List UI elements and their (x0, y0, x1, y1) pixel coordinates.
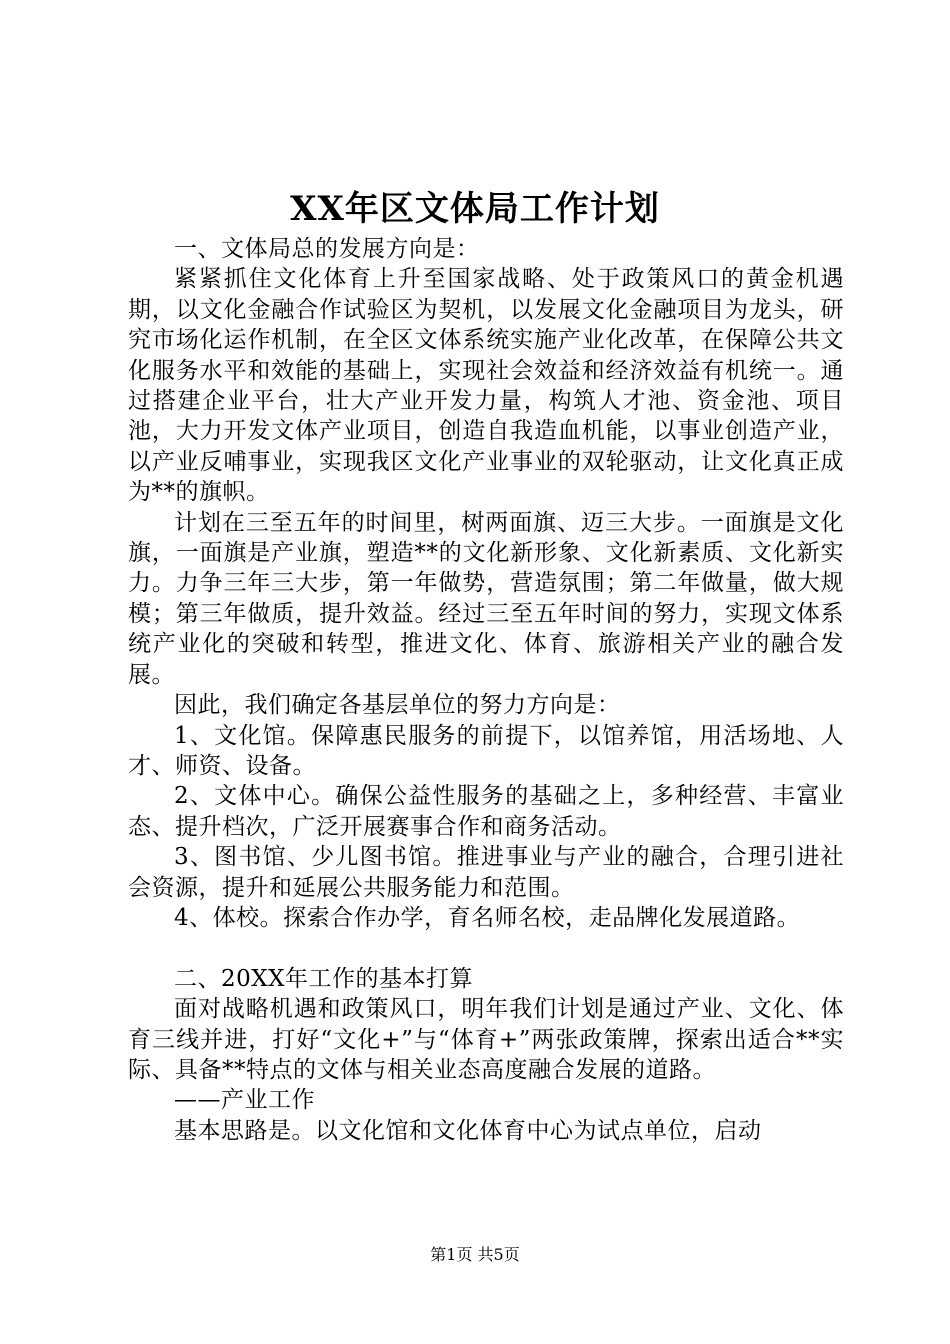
page-footer: 第1页 共5页 (430, 1245, 520, 1264)
document-title: XX年区文体局工作计划 (290, 189, 660, 229)
paragraph-strategy: 面对战略机遇和政策风口，明年我们计划是通过产业、文化、体育三线并进，打好“文化+”与“体育+”两张政策牌，探索出适合**实际、具备**特点的文体与相关业态高度融合发展的道路。 (128, 996, 844, 1083)
paragraph-item-cultural-center: 1、文化馆。保障惠民服务的前提下，以馆养馆，用活场地、人才、师资、设备。 (128, 722, 844, 779)
document-body (128, 234, 844, 1146)
paragraph-section-2-heading: 二、20XX年工作的基本打算 (174, 965, 474, 992)
paragraph-item-library: 3、图书馆、少儿图书馆。推进事业与产业的融合，合理引进社会资源，提升和延展公共服务能力和范围。 (128, 844, 844, 901)
paragraph-industry-work-heading: ——产业工作 (174, 1087, 315, 1114)
paragraph-item-sports-center: 2、文体中心。确保公益性服务的基础之上，多种经营、丰富业态、提升档次，广泛开展赛事合作和商务活动。 (128, 783, 844, 840)
paragraph-development-direction: 紧紧抓住文化体育上升至国家战略、处于政策风口的黄金机遇期，以文化金融合作试验区为契机，以发展文化金融项目为龙头，研究市场化运作机制，在全区文体系统实施产业化改革，在保障公共文化服务水平和效能的基础上，实现社会效益和经济效益有机统一。通过搭建企业平台，壮大产业开发力量，构筑人才池、资金池、项目池，大力开发文体产业项目，创造自我造血机能，以事业创造产业，以产业反哺事业，实现我区文化产业事业的双轮驱动，让文化真正成为**的旗帜。 (128, 266, 844, 506)
paragraph-item-sports-school: 4、体校。探索合作办学，育名师名校，走品牌化发展道路。 (174, 904, 801, 931)
paragraph-section-1-heading: 一、文体局总的发展方向是： (174, 236, 480, 262)
paragraph-unit-directions-intro: 因此，我们确定各基层单位的努力方向是： (174, 692, 621, 719)
paragraph-basic-idea: 基本思路是。以文化馆和文化体育中心为试点单位，启动 (174, 1117, 762, 1144)
paragraph-spacer (128, 933, 844, 963)
paragraph-plan-three-to-five-years: 计划在三至五年的时间里，树两面旗、迈三大步。一面旗是文化旗，一面旗是产业旗，塑造**的文化新形象、文化新素质、文化新实力。力争三年三大步，第一年做势，营造氛围；第二年做量，做大规模；第三年做质，提升效益。经过三至五年时间的努力，实现文体系统产业化的突破和转型，推进文化、体育、旅游相关产业的融合发展。 (128, 509, 844, 688)
